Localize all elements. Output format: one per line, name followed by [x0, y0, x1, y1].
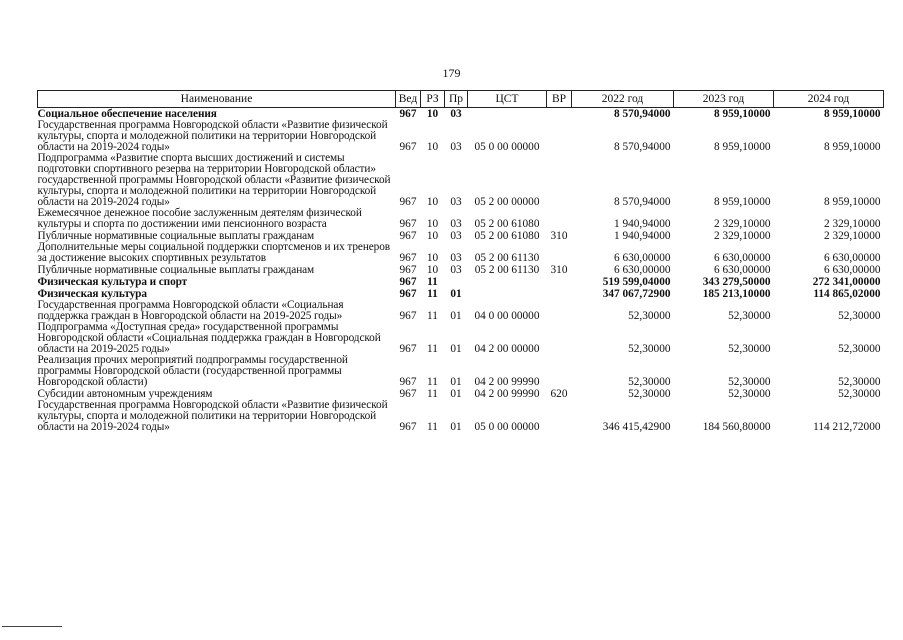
cell-ved: 967	[399, 141, 417, 153]
cell-name: Социальное обеспечение населения	[37, 108, 217, 120]
cell-2022: 1 940,94000	[614, 218, 671, 230]
header-cst: ЦСТ	[468, 91, 547, 108]
cell-cst: 05 2 00 00000	[474, 196, 540, 208]
cell-2024: 2 329,10000	[824, 218, 881, 230]
cell-pr: 01	[450, 288, 462, 300]
cell-2022: 519 599,04000	[602, 276, 671, 288]
cell-rz: 10	[426, 252, 439, 264]
cell-2022: 8 570,94000	[614, 196, 671, 208]
cell-vr: 620	[550, 388, 568, 400]
cell-vr	[547, 400, 572, 433]
cell-cst	[468, 276, 547, 288]
table-row	[38, 300, 884, 322]
cell-2023: 6 630,00000	[714, 252, 771, 264]
header-ved: Вед	[396, 91, 421, 108]
cell-name: Публичные нормативные социальные выплаты гражданам	[37, 230, 315, 242]
cell-2022: 52,30000	[628, 310, 671, 322]
cell-2024: 8 959,10000	[824, 141, 881, 153]
cell-cst: 04 2 00 00000	[474, 343, 540, 355]
table-row	[38, 355, 884, 388]
cell-cst: 04 2 00 99990	[474, 376, 540, 388]
cell-cst: 05 2 00 61080	[474, 218, 540, 230]
cell-2022: 8 570,94000	[614, 108, 671, 120]
cell-vr	[547, 242, 572, 264]
cell-name: Физическая культура и спорт	[37, 276, 188, 288]
header-rz: РЗ	[421, 91, 445, 108]
cell-ved: 967	[399, 264, 417, 276]
cell-2022: 346 415,42900	[602, 421, 671, 433]
budget-table	[37, 90, 884, 433]
cell-2024: 52,30000	[838, 388, 881, 400]
cell-cst: 05 0 00 00000	[474, 421, 540, 433]
cell-ved: 967	[399, 218, 417, 230]
cell-pr: 03	[450, 252, 462, 264]
cell-ved: 967	[399, 252, 417, 264]
cell-pr: 01	[450, 343, 462, 355]
cell-rz: 10	[426, 264, 439, 276]
cell-name: Публичные нормативные социальные выплаты гражданам	[37, 264, 315, 276]
cell-2024: 52,30000	[838, 376, 881, 388]
cell-name: Государственная программа Новгородской области «Социальная поддержка граждан в Новгородской области на 2019-2025 годы»	[37, 299, 344, 322]
cell-2023: 52,30000	[728, 388, 771, 400]
cell-rz: 11	[427, 276, 438, 288]
cell-2022: 6 630,00000	[614, 264, 671, 276]
cell-cst: 05 2 00 61080	[474, 230, 540, 242]
cell-2022: 52,30000	[628, 343, 671, 355]
cell-ved: 967	[399, 376, 417, 388]
cell-2024: 8 959,10000	[824, 108, 881, 120]
cell-2024: 6 630,00000	[824, 264, 881, 276]
cell-name: Государственная программа Новгородской области «Развитие физической культуры, спорта и молодежной политики на территории Новгородской области на 2019-2024 годы»	[37, 399, 388, 433]
cell-vr	[547, 276, 572, 288]
cell-cst: 05 2 00 61130	[474, 252, 540, 264]
cell-rz: 11	[427, 288, 438, 300]
cell-ved: 967	[399, 310, 417, 322]
table-row	[38, 208, 884, 230]
header-vr: ВР	[547, 91, 572, 108]
footer-rule	[2, 626, 62, 627]
cell-rz: 11	[427, 421, 438, 433]
cell-2024: 2 329,10000	[824, 230, 881, 242]
cell-cst: 05 0 00 00000	[474, 141, 540, 153]
cell-2024: 114 212,72000	[813, 421, 881, 433]
cell-vr	[547, 108, 572, 121]
header-2024: 2024 год	[774, 91, 884, 108]
cell-2024: 114 865,02000	[813, 288, 881, 300]
cell-name: Подпрограмма «Развитие спорта высших достижений и системы подготовки спортивного резерва на территории Новгородской области» государственной программы Новгородской области «Развитие физической культуры, спорта и молодежной политики на территории Новгородской области на 2019-2024 годы»	[37, 152, 391, 208]
cell-2024: 8 959,10000	[824, 196, 881, 208]
cell-2022: 1 940,94000	[614, 230, 671, 242]
cell-2024: 6 630,00000	[824, 252, 881, 264]
cell-rz: 10	[426, 230, 439, 242]
table-row	[38, 120, 884, 153]
page-number: 179	[442, 66, 461, 80]
cell-2023: 52,30000	[728, 343, 771, 355]
cell-name: Государственная программа Новгородской области «Развитие физической культуры, спорта и молодежной политики на территории Новгородской области на 2019-2024 годы»	[37, 119, 388, 153]
table-row	[38, 400, 884, 433]
cell-vr	[547, 208, 572, 230]
cell-ved: 967	[399, 388, 417, 400]
cell-rz: 10	[426, 218, 439, 230]
cell-ved: 967	[399, 343, 417, 355]
cell-ved: 967	[399, 421, 417, 433]
cell-pr: 01	[450, 376, 462, 388]
cell-2022: 6 630,00000	[614, 252, 671, 264]
cell-ved: 967	[399, 276, 417, 288]
cell-2023: 343 279,50000	[702, 276, 771, 288]
cell-2023: 8 959,10000	[714, 108, 771, 120]
cell-rz: 11	[427, 376, 438, 388]
table-row	[38, 153, 884, 208]
cell-2022: 52,30000	[628, 388, 671, 400]
table-row	[38, 264, 884, 276]
header-name: Наименование	[38, 91, 396, 108]
cell-vr	[547, 322, 572, 355]
cell-2023: 52,30000	[728, 376, 771, 388]
cell-2023: 2 329,10000	[714, 230, 771, 242]
cell-name: Ежемесячное денежное пособие заслуженным деятелям физической культуры и спорта по достижении ими пенсионного возраста	[37, 207, 362, 230]
cell-cst: 04 0 00 00000	[474, 310, 540, 322]
cell-rz: 10	[426, 108, 439, 120]
cell-rz: 10	[426, 196, 439, 208]
cell-ved: 967	[399, 196, 417, 208]
cell-2024: 52,30000	[838, 343, 881, 355]
table-row	[38, 322, 884, 355]
cell-name: Дополнительные меры социальной поддержки спортсменов и их тренеров за достижение высоких спортивных результатов	[37, 241, 391, 264]
cell-ved: 967	[399, 288, 417, 300]
cell-vr	[547, 288, 572, 300]
cell-pr: 03	[450, 196, 462, 208]
cell-2024: 52,30000	[838, 310, 881, 322]
cell-rz: 11	[427, 310, 438, 322]
cell-2023: 2 329,10000	[714, 218, 771, 230]
cell-pr: 03	[450, 141, 462, 153]
cell-2024: 272 341,00000	[812, 276, 881, 288]
cell-rz: 11	[427, 388, 438, 400]
cell-2023: 6 630,00000	[714, 264, 771, 276]
header-2023: 2023 год	[674, 91, 774, 108]
cell-pr: 03	[450, 230, 462, 242]
cell-2022: 8 570,94000	[614, 141, 671, 153]
table-row	[38, 276, 884, 288]
cell-cst	[468, 288, 547, 300]
cell-rz: 11	[427, 343, 438, 355]
cell-cst: 04 2 00 99990	[474, 388, 540, 400]
cell-vr	[547, 355, 572, 388]
cell-pr: 01	[450, 421, 462, 433]
cell-pr: 03	[450, 264, 462, 276]
cell-2023: 184 560,80000	[702, 421, 771, 433]
cell-pr: 01	[450, 310, 462, 322]
cell-name: Реализация прочих мероприятий подпрограммы государственной программы Новгородской области (государственной программы Новгородской области)	[37, 354, 348, 388]
cell-pr: 03	[450, 108, 462, 120]
cell-ved: 967	[399, 230, 417, 242]
header-pr: Пр	[445, 91, 468, 108]
cell-name: Подпрограмма «Доступная среда» государственной программы Новгородской области «Социальная поддержка граждан в Новгородской области на 2019-2025 годы»	[37, 321, 381, 355]
cell-name: Физическая культура	[37, 288, 147, 300]
cell-ved: 967	[399, 108, 417, 120]
cell-cst: 05 2 00 61130	[474, 264, 540, 276]
table-row	[38, 242, 884, 264]
cell-vr	[547, 153, 572, 208]
cell-vr	[547, 120, 572, 153]
table-body	[38, 108, 884, 434]
cell-2023: 185 213,10000	[702, 288, 771, 300]
cell-2023: 52,30000	[728, 310, 771, 322]
cell-2022: 347 067,72900	[602, 288, 671, 300]
cell-pr: 03	[450, 218, 462, 230]
cell-vr: 310	[550, 264, 568, 276]
cell-2023: 8 959,10000	[714, 196, 771, 208]
cell-vr: 310	[550, 230, 568, 242]
cell-name: Субсидии автономным учреждениям	[37, 388, 213, 400]
cell-cst	[468, 108, 547, 121]
cell-pr	[445, 276, 468, 288]
cell-pr: 01	[450, 388, 462, 400]
cell-2023: 8 959,10000	[714, 141, 771, 153]
cell-2022: 52,30000	[628, 376, 671, 388]
table-header-row	[38, 91, 884, 108]
cell-rz: 10	[426, 141, 439, 153]
cell-vr	[547, 300, 572, 322]
header-2022: 2022 год	[572, 91, 674, 108]
